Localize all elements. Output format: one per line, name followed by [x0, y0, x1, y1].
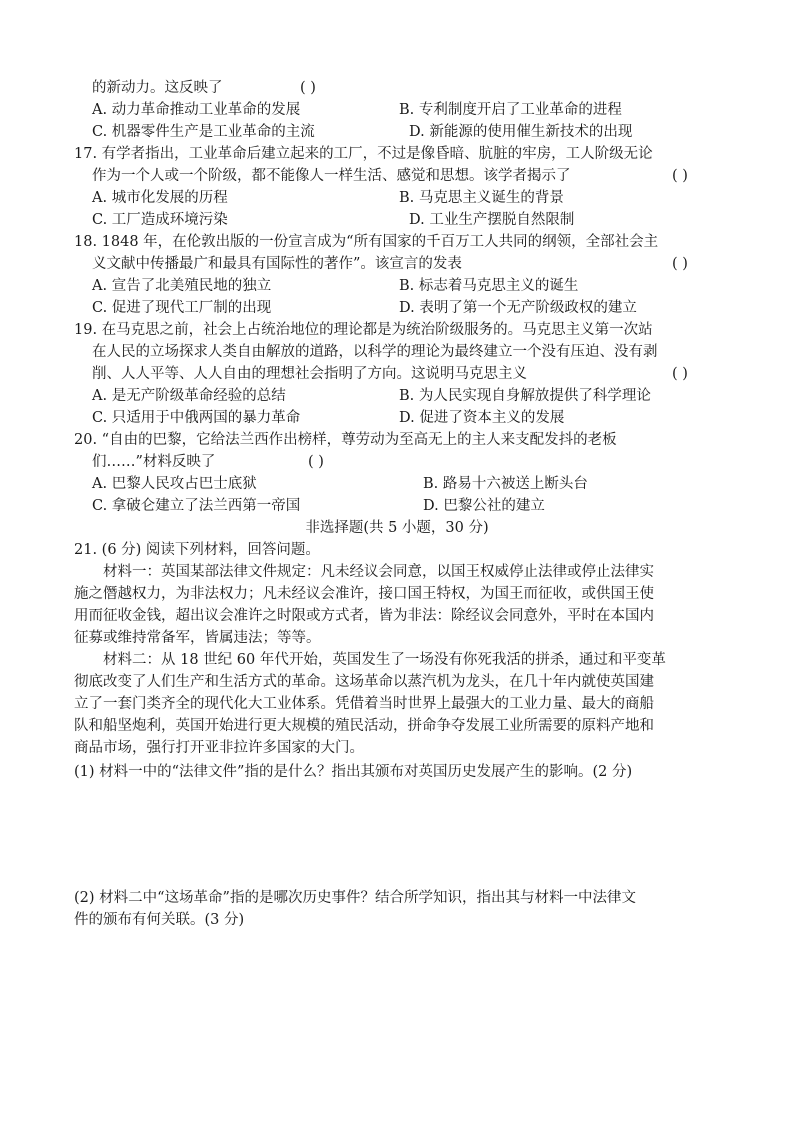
q17-option-b: B. 马克思主义诞生的背景 [399, 190, 564, 206]
q21-subquestion-1: (1) 材料一中的“法律文件”指的是什么？指出其颁布对英国历史发展产生的影响。(2 分) [74, 764, 633, 780]
q19-question-line: 削、人人平等、人人自由的理想社会指明了方向。这说明马克思主义 [92, 366, 527, 382]
q19-answer-blank: ( ) [672, 366, 688, 382]
q21-subquestion-2-line: 件的颁布有何关联。(3 分) [74, 912, 245, 928]
q21-material-2-line: 队和船坚炮利，英国开始进行更大规模的殖民活动，拼命争夺发展工业所需要的原料产地和 [74, 718, 654, 734]
q19-option-b: B. 为人民实现自身解放提供了科学理论 [399, 388, 651, 404]
q17-question-line: 17. 有学者指出，工业革命后建立起来的工厂，不过是像昏暗、肮脏的牢房，工人阶级无论 [74, 146, 653, 162]
q21-material-2-line: 立了一套门类齐全的现代化大工业体系。凭借着当时世界上最强大的工业力量、最大的商船 [74, 696, 654, 712]
q17-option-a: A. 城市化发展的历程 [92, 190, 228, 206]
q19-option-c: C. 只适用于中俄两国的暴力革命 [92, 410, 301, 426]
q18-question-line: 义文献中传播最广和最具有国际性的著作”。该宣言的发表 [92, 256, 462, 272]
q21-material-2-line: 商品市场，强行打开亚非拉许多国家的大门。 [74, 740, 364, 756]
q20-option-a: A. 巴黎人民攻占巴士底狱 [92, 476, 257, 492]
q16-option-b: B. 专利制度开启了工业革命的进程 [399, 102, 622, 118]
q18-option-b: B. 标志着马克思主义的诞生 [399, 278, 579, 294]
q18-option-c: C. 促进了现代工厂制的出现 [92, 300, 272, 316]
q16-option-d: D. 新能源的使用催生新技术的出现 [409, 124, 633, 140]
q19-question-line: 19. 在马克思之前，社会上占统治地位的理论都是为统治阶级服务的。马克思主义第一次站 [74, 322, 653, 338]
q17-option-d: D. 工业生产摆脱自然限制 [409, 212, 575, 228]
q16-answer-blank: ( ) [300, 80, 316, 96]
q20-question-line: 20. “自由的巴黎，它给法兰西作出榜样，尊劳动为至高无上的主人来支配发抖的老板 [74, 432, 617, 448]
q21-intro: 21. (6 分) 阅读下列材料，回答问题。 [74, 542, 320, 558]
q21-material-1-line: 征募或维持常备军，皆属违法；等等。 [74, 630, 321, 646]
q16-option-c: C. 机器零件生产是工业革命的主流 [92, 124, 315, 140]
q20-option-b: B. 路易十六被送上断头台 [423, 476, 588, 492]
q20-option-d: D. 巴黎公社的建立 [423, 498, 545, 514]
q21-material-1-line: 用而征收金钱，超出议会准许之时限或方式者，皆为非法：除经议会同意外，平时在本国内 [74, 608, 654, 624]
q21-material-1-line: 施之僭越权力，为非法权力；凡未经议会准许，接口国王特权，为国王而征收，或供国王使 [74, 586, 654, 602]
q18-option-a: A. 宣告了北美殖民地的独立 [92, 278, 272, 294]
q17-question-line: 作为一个人或一个阶级，都不能像人一样生活、感觉和思想。该学者揭示了 [92, 168, 571, 184]
q20-answer-blank: ( ) [308, 454, 324, 470]
q18-option-d: D. 表明了第一个无产阶级政权的建立 [399, 300, 637, 316]
q21-subquestion-2-line: (2) 材料二中“这场革命”指的是哪次历史事件？结合所学知识，指出其与材料一中法律文 [74, 890, 636, 906]
section-title: 非选择题(共 5 小题，30 分) [305, 520, 489, 536]
q18-answer-blank: ( ) [672, 256, 688, 272]
q19-question-line: 在人民的立场探求人类自由解放的道路，以科学的理论为最终建立一个没有压迫、没有剥 [92, 344, 658, 360]
q19-option-a: A. 是无产阶级革命经验的总结 [92, 388, 286, 404]
q16-option-a: A. 动力革命推动工业革命的发展 [92, 102, 301, 118]
q17-option-c: C. 工厂造成环境污染 [92, 212, 228, 228]
q21-material-2-line: 彻底改变了人们生产和生活方式的革命。这场革命以蒸汽机为龙头，在几十年内就使英国建 [74, 674, 654, 690]
q17-answer-blank: ( ) [672, 168, 688, 184]
q16-question-tail: 的新动力。这反映了 [92, 80, 223, 96]
q21-material-2-line: 材料二：从 18 世纪 60 年代开始，英国发生了一场没有你死我活的拼杀，通过和平变革 [103, 652, 666, 668]
q21-material-1-line: 材料一：英国某部法律文件规定：凡未经议会同意，以国王权威停止法律或停止法律实 [103, 564, 654, 580]
q19-option-d: D. 促进了资本主义的发展 [399, 410, 565, 426]
q20-question-line: 们……”材料反映了 [92, 454, 216, 470]
q20-option-c: C. 拿破仑建立了法兰西第一帝国 [92, 498, 301, 514]
q18-question-line: 18. 1848 年，在伦敦出版的一份宣言成为“所有国家的千百万工人共同的纲领，全部社会主 [74, 234, 659, 250]
